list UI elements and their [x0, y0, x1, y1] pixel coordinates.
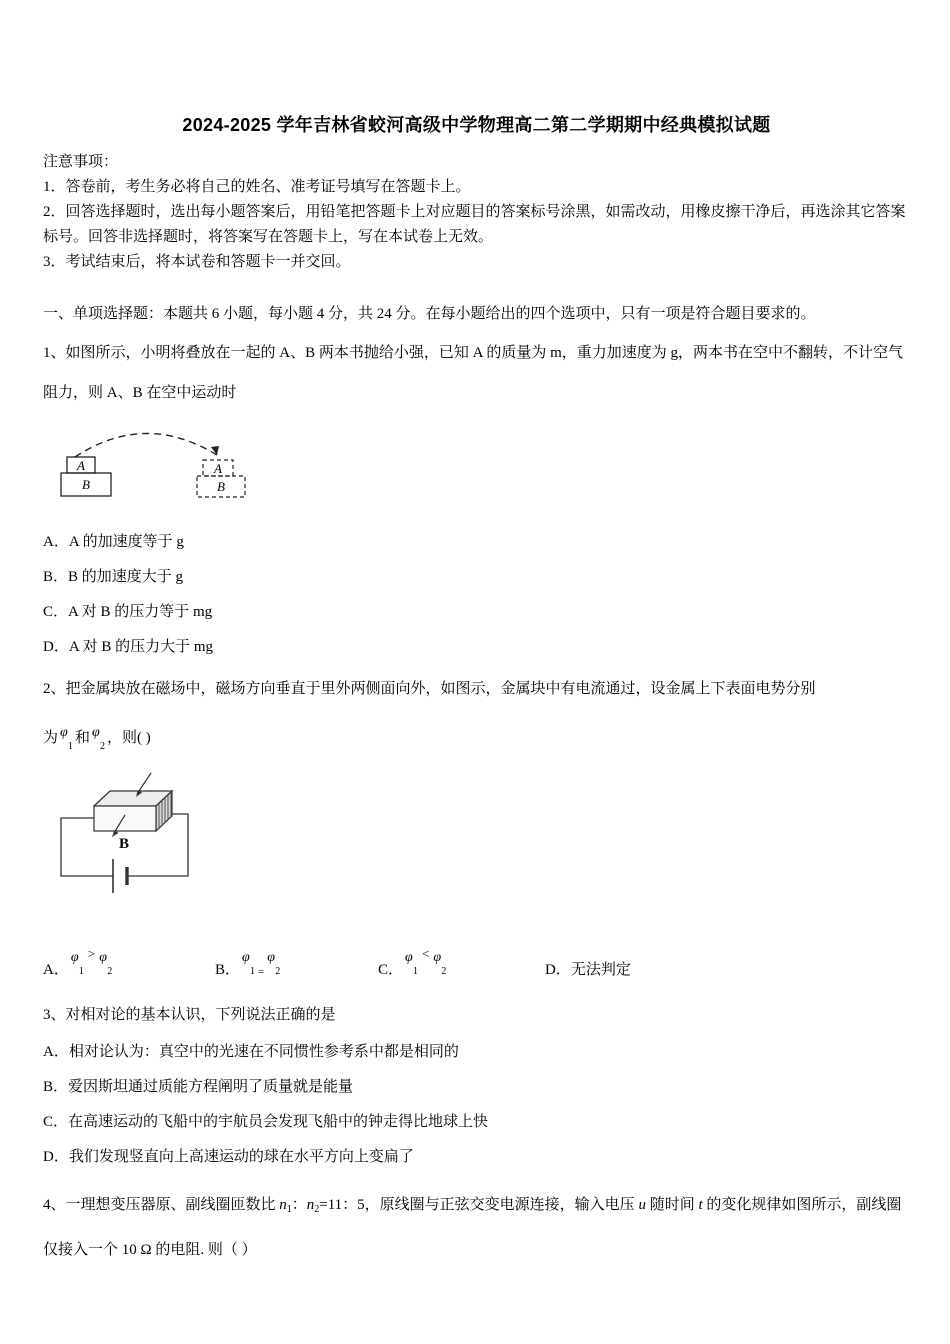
q2-tail: ，则( ): [107, 730, 151, 746]
page-title: 2024-2025 学年吉林省蛟河高级中学物理高二第二学期期中经典模拟试题: [182, 115, 771, 135]
phi-1-symbol: φ 1: [60, 725, 74, 752]
question-2-option-c: C． φ 1 < φ 2: [378, 946, 447, 978]
question-2-option-a: A． φ 1 > φ 2: [43, 946, 113, 978]
phi-2-symbol: φ 2: [99, 950, 113, 977]
left-book-b-label: B: [82, 477, 90, 492]
field-b-label: B: [119, 836, 130, 852]
var-n1: n: [279, 1197, 287, 1213]
phi-1-symbol: φ 1: [405, 950, 419, 977]
question-1-option-a: A．A 的加速度等于 g: [43, 534, 184, 550]
phi-2-symbol: φ 2: [433, 950, 447, 977]
section-1-heading: 一、单项选择题：本题共 6 小题，每小题 4 分，共 24 分。在每小题给出的四个选项中，只有一项是符合题目要求的。: [43, 306, 816, 322]
q4-text: 的变化规律如图所示，副线圈仅接入一个 10 Ω 的电阻. 则（ ）: [43, 1197, 902, 1258]
question-3-option-b: B．爱因斯坦通过质能方程阐明了质量就是能量: [43, 1079, 354, 1095]
question-2-options: [43, 931, 910, 979]
less-than-operator: <: [422, 946, 430, 961]
greater-than-operator: >: [87, 946, 96, 961]
books-right-stack-dashed: [197, 460, 245, 497]
question-1-figure-books-trajectory: [45, 417, 277, 509]
q2-and: 和: [75, 730, 91, 746]
notice-heading: 注意事项：: [43, 154, 119, 170]
question-4-stem: 4、一理想变压器原、副线圈匝数比 $n_1$：$n_2=11$：5，原线圈与正弦交变电源连接，输入电压 u 随时间 t 的变化规律如图所示，副线圈仅接入一个 10 Ω 的电阻. 则（ ）: [43, 1197, 902, 1258]
question-3-option-c: C．在高速运动的飞船中的宇航员会发现飞船中的钟走得比地球上快: [43, 1114, 489, 1130]
q4-text: 随时间: [645, 1197, 699, 1213]
notice-item-3: 3．考试结束后，将本试卷和答题卡一并交回。: [43, 254, 351, 270]
equals-operator: =: [258, 966, 265, 978]
question-1-stem: 1、如图所示，小明将叠放在一起的 A、B 两本书抛给小强，已知 A 的质量为 m，重力加速度为 g，两本书在空中不翻转，不计空气阻力，则 A、B 在空中运动时: [43, 345, 904, 401]
notice-item-2: 2．回答选择题时，选出每小题答案后，用铅笔把答题卡上对应题目的答案标号涂黑，如需改动，用橡皮擦干净后，再选涂其它答案标号。回答非选择题时，将答案写在答题卡上，写在本试卷上无效。: [43, 204, 906, 245]
question-2-option-b: B． φ 1 = φ 2: [215, 950, 281, 978]
question-2-option-d: D． 无法判定: [545, 962, 631, 978]
var-u: u: [638, 1197, 646, 1213]
battery-icon: [113, 859, 127, 893]
q2-prefix: 为: [43, 730, 59, 746]
question-3-option-d: D．我们发现竖直向上高速运动的球在水平方向上变扁了: [43, 1149, 414, 1165]
question-1-option-c: C．A 对 B 的压力等于 mg: [43, 604, 213, 620]
q4-text: 4、一理想变压器原、副线圈匝数比: [43, 1197, 280, 1213]
var-t: t: [698, 1197, 703, 1213]
metal-block: [94, 791, 172, 831]
question-1-option-b: B．B 的加速度大于 g: [43, 569, 184, 585]
question-1-option-d: D．A 对 B 的压力大于 mg: [43, 639, 214, 655]
question-2-figure-circuit: [53, 769, 253, 919]
trajectory-dashed-arc: [75, 433, 217, 457]
phi-1-symbol: φ 1: [242, 950, 256, 977]
question-3-option-a: A．相对论认为：真空中的光速在不同惯性参考系中都是相同的: [43, 1044, 459, 1060]
books-left-stack: [61, 457, 111, 496]
right-book-a-label: A: [214, 461, 222, 476]
question-3-options: [43, 1035, 910, 1175]
phi-2-symbol: φ 2: [267, 950, 281, 977]
right-book-b-label: B: [217, 479, 225, 494]
var-n2: n: [306, 1197, 315, 1213]
question-1-options: [43, 525, 910, 665]
left-book-a-label: A: [77, 458, 85, 473]
notice-section: [43, 150, 910, 275]
question-3-stem: 3、对相对论的基本认识，下列说法正确的是: [43, 1007, 336, 1023]
phi-1-symbol: φ 1: [70, 950, 84, 977]
phi-2-symbol: φ 2: [92, 725, 106, 752]
question-2-stem-line2: [43, 717, 910, 759]
q4-text: =11：5，原线圈与正弦交变电源连接，输入电压: [319, 1197, 639, 1213]
question-2-stem: 2、把金属块放在磁场中，磁场方向垂直于里外两侧面向外，如图示，金属块中有电流通过，设金属上下表面电势分别: [43, 681, 816, 697]
notice-item-1: 1．答卷前，考生务必将自己的姓名、准考证号填写在答题卡上。: [43, 179, 471, 195]
